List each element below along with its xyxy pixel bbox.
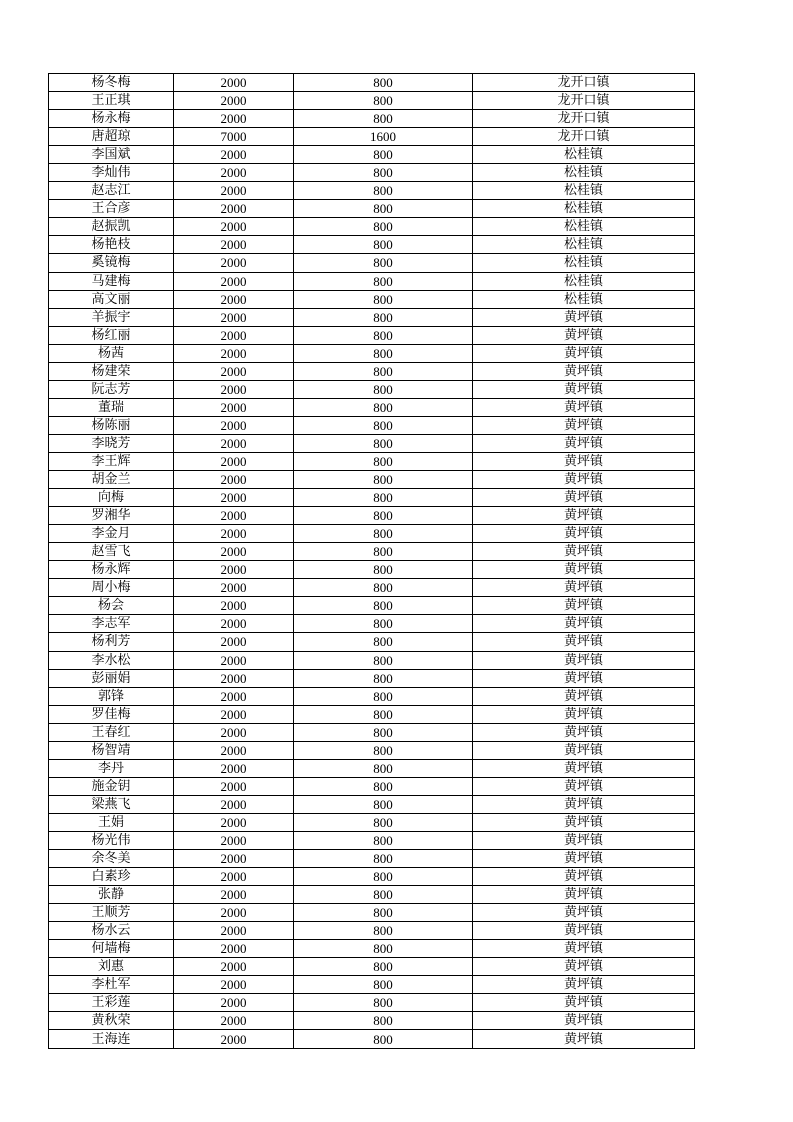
- amount-a-cell: 2000: [174, 669, 294, 687]
- name-cell: 白素珍: [49, 868, 174, 886]
- name-cell: 杨艳枝: [49, 236, 174, 254]
- name-cell: 杨冬梅: [49, 74, 174, 92]
- name-cell: 彭丽娟: [49, 669, 174, 687]
- amount-b-cell: 800: [294, 416, 473, 434]
- amount-a-cell: 2000: [174, 831, 294, 849]
- town-cell: 黄坪镇: [473, 813, 695, 831]
- table-row: [49, 561, 695, 579]
- town-cell: 黄坪镇: [473, 326, 695, 344]
- table-row: [49, 308, 695, 326]
- table-row: [49, 543, 695, 561]
- town-cell: 黄坪镇: [473, 940, 695, 958]
- amount-b-cell: 800: [294, 92, 473, 110]
- town-cell: 松桂镇: [473, 218, 695, 236]
- town-cell: 松桂镇: [473, 182, 695, 200]
- name-cell: 王海连: [49, 1030, 174, 1048]
- town-cell: 黄坪镇: [473, 1030, 695, 1048]
- table-row: [49, 362, 695, 380]
- amount-a-cell: 2000: [174, 1030, 294, 1048]
- name-cell: 李志军: [49, 615, 174, 633]
- amount-b-cell: 800: [294, 110, 473, 128]
- name-cell: 杨光伟: [49, 831, 174, 849]
- town-cell: 黄坪镇: [473, 994, 695, 1012]
- amount-b-cell: 800: [294, 489, 473, 507]
- amount-a-cell: 2000: [174, 868, 294, 886]
- town-cell: 黄坪镇: [473, 398, 695, 416]
- table-row: [49, 615, 695, 633]
- name-cell: 李晓芳: [49, 434, 174, 452]
- amount-b-cell: 800: [294, 669, 473, 687]
- amount-a-cell: 2000: [174, 850, 294, 868]
- amount-b-cell: 800: [294, 452, 473, 470]
- name-cell: 梁燕飞: [49, 795, 174, 813]
- town-cell: 黄坪镇: [473, 434, 695, 452]
- amount-a-cell: 2000: [174, 380, 294, 398]
- table-row: [49, 795, 695, 813]
- town-cell: 黄坪镇: [473, 922, 695, 940]
- amount-b-cell: 800: [294, 326, 473, 344]
- town-cell: 黄坪镇: [473, 633, 695, 651]
- amount-b-cell: 800: [294, 471, 473, 489]
- amount-a-cell: 2000: [174, 741, 294, 759]
- amount-a-cell: 2000: [174, 615, 294, 633]
- amount-a-cell: 2000: [174, 164, 294, 182]
- town-cell: 黄坪镇: [473, 489, 695, 507]
- table-row: [49, 416, 695, 434]
- table-row: [49, 831, 695, 849]
- town-cell: 黄坪镇: [473, 362, 695, 380]
- table-row: [49, 850, 695, 868]
- table-row: [49, 813, 695, 831]
- town-cell: 黄坪镇: [473, 525, 695, 543]
- amount-b-cell: 800: [294, 651, 473, 669]
- table-row: [49, 705, 695, 723]
- amount-a-cell: 2000: [174, 940, 294, 958]
- amount-a-cell: 2000: [174, 146, 294, 164]
- table-row: [49, 994, 695, 1012]
- name-cell: 李杜军: [49, 976, 174, 994]
- amount-b-cell: 800: [294, 380, 473, 398]
- town-cell: 松桂镇: [473, 146, 695, 164]
- amount-a-cell: 2000: [174, 74, 294, 92]
- amount-a-cell: 2000: [174, 254, 294, 272]
- table-row: [49, 236, 695, 254]
- name-cell: 李王辉: [49, 452, 174, 470]
- name-cell: 高文丽: [49, 290, 174, 308]
- amount-b-cell: 800: [294, 308, 473, 326]
- table-row: [49, 74, 695, 92]
- amount-a-cell: 2000: [174, 525, 294, 543]
- amount-a-cell: 2000: [174, 579, 294, 597]
- amount-a-cell: 2000: [174, 398, 294, 416]
- town-cell: 松桂镇: [473, 254, 695, 272]
- amount-b-cell: 800: [294, 561, 473, 579]
- table-row: [49, 651, 695, 669]
- amount-b-cell: 800: [294, 236, 473, 254]
- name-cell: 赵志江: [49, 182, 174, 200]
- name-cell: 杨智靖: [49, 741, 174, 759]
- town-cell: 黄坪镇: [473, 615, 695, 633]
- town-cell: 黄坪镇: [473, 651, 695, 669]
- name-cell: 杨利芳: [49, 633, 174, 651]
- town-cell: 黄坪镇: [473, 958, 695, 976]
- amount-b-cell: 800: [294, 958, 473, 976]
- amount-a-cell: 2000: [174, 182, 294, 200]
- town-cell: 黄坪镇: [473, 561, 695, 579]
- name-cell: 黄秋荣: [49, 1012, 174, 1030]
- table-row: [49, 452, 695, 470]
- name-cell: 刘惠: [49, 958, 174, 976]
- name-cell: 何墙梅: [49, 940, 174, 958]
- amount-b-cell: 800: [294, 1012, 473, 1030]
- town-cell: 黄坪镇: [473, 723, 695, 741]
- town-cell: 黄坪镇: [473, 344, 695, 362]
- town-cell: 松桂镇: [473, 236, 695, 254]
- amount-b-cell: 800: [294, 922, 473, 940]
- amount-b-cell: 800: [294, 994, 473, 1012]
- town-cell: 黄坪镇: [473, 705, 695, 723]
- amount-a-cell: 2000: [174, 272, 294, 290]
- amount-a-cell: 2000: [174, 362, 294, 380]
- amount-a-cell: 2000: [174, 290, 294, 308]
- amount-a-cell: 2000: [174, 471, 294, 489]
- name-cell: 罗湘华: [49, 507, 174, 525]
- amount-a-cell: 2000: [174, 416, 294, 434]
- table-row: [49, 525, 695, 543]
- amount-a-cell: 2000: [174, 813, 294, 831]
- amount-b-cell: 800: [294, 579, 473, 597]
- name-cell: 李水松: [49, 651, 174, 669]
- amount-a-cell: 2000: [174, 958, 294, 976]
- name-cell: 郭锋: [49, 687, 174, 705]
- amount-a-cell: 2000: [174, 922, 294, 940]
- amount-b-cell: 800: [294, 976, 473, 994]
- amount-a-cell: 2000: [174, 705, 294, 723]
- amount-b-cell: 800: [294, 940, 473, 958]
- amount-b-cell: 800: [294, 831, 473, 849]
- table-row: [49, 1012, 695, 1030]
- amount-a-cell: 2000: [174, 110, 294, 128]
- town-cell: 黄坪镇: [473, 452, 695, 470]
- amount-b-cell: 800: [294, 633, 473, 651]
- amount-a-cell: 2000: [174, 507, 294, 525]
- town-cell: 黄坪镇: [473, 868, 695, 886]
- amount-b-cell: 800: [294, 398, 473, 416]
- name-cell: 赵振凯: [49, 218, 174, 236]
- amount-a-cell: 2000: [174, 795, 294, 813]
- table-row: [49, 182, 695, 200]
- name-cell: 唐超琼: [49, 128, 174, 146]
- amount-b-cell: 1600: [294, 128, 473, 146]
- table-row: [49, 326, 695, 344]
- table-row: [49, 759, 695, 777]
- amount-a-cell: 2000: [174, 326, 294, 344]
- table-row: [49, 958, 695, 976]
- amount-b-cell: 800: [294, 777, 473, 795]
- amount-b-cell: 800: [294, 741, 473, 759]
- name-cell: 胡金兰: [49, 471, 174, 489]
- amount-b-cell: 800: [294, 868, 473, 886]
- table-row: [49, 110, 695, 128]
- amount-a-cell: 2000: [174, 434, 294, 452]
- amount-a-cell: 2000: [174, 1012, 294, 1030]
- name-cell: 王顺芳: [49, 904, 174, 922]
- amount-b-cell: 800: [294, 904, 473, 922]
- town-cell: 黄坪镇: [473, 308, 695, 326]
- amount-a-cell: 2000: [174, 597, 294, 615]
- amount-a-cell: 2000: [174, 561, 294, 579]
- amount-b-cell: 800: [294, 507, 473, 525]
- table-row: [49, 904, 695, 922]
- name-cell: 董瑞: [49, 398, 174, 416]
- amount-a-cell: 2000: [174, 777, 294, 795]
- amount-b-cell: 800: [294, 362, 473, 380]
- town-cell: 黄坪镇: [473, 741, 695, 759]
- table-row: [49, 164, 695, 182]
- town-cell: 黄坪镇: [473, 904, 695, 922]
- name-cell: 杨水云: [49, 922, 174, 940]
- table-row: [49, 886, 695, 904]
- town-cell: 黄坪镇: [473, 507, 695, 525]
- name-cell: 杨永辉: [49, 561, 174, 579]
- amount-b-cell: 800: [294, 687, 473, 705]
- amount-b-cell: 800: [294, 146, 473, 164]
- town-cell: 黄坪镇: [473, 1012, 695, 1030]
- name-cell: 王娟: [49, 813, 174, 831]
- amount-a-cell: 7000: [174, 128, 294, 146]
- name-cell: 奚镜梅: [49, 254, 174, 272]
- table-row: [49, 633, 695, 651]
- town-cell: 黄坪镇: [473, 795, 695, 813]
- name-cell: 阮志芳: [49, 380, 174, 398]
- table-row: [49, 254, 695, 272]
- town-cell: 龙开口镇: [473, 74, 695, 92]
- amount-a-cell: 2000: [174, 994, 294, 1012]
- amount-b-cell: 800: [294, 74, 473, 92]
- table-row: [49, 128, 695, 146]
- name-cell: 王春红: [49, 723, 174, 741]
- table-row: [49, 868, 695, 886]
- table-row: [49, 940, 695, 958]
- town-cell: 黄坪镇: [473, 579, 695, 597]
- amount-b-cell: 800: [294, 182, 473, 200]
- amount-b-cell: 800: [294, 290, 473, 308]
- amount-a-cell: 2000: [174, 633, 294, 651]
- name-cell: 余冬美: [49, 850, 174, 868]
- amount-a-cell: 2000: [174, 92, 294, 110]
- name-cell: 罗佳梅: [49, 705, 174, 723]
- town-cell: 松桂镇: [473, 164, 695, 182]
- name-cell: 杨建荣: [49, 362, 174, 380]
- amount-b-cell: 800: [294, 795, 473, 813]
- table-row: [49, 344, 695, 362]
- town-cell: 黄坪镇: [473, 597, 695, 615]
- town-cell: 松桂镇: [473, 272, 695, 290]
- amount-b-cell: 800: [294, 850, 473, 868]
- town-cell: 黄坪镇: [473, 759, 695, 777]
- town-cell: 黄坪镇: [473, 380, 695, 398]
- amount-a-cell: 2000: [174, 759, 294, 777]
- table-row: [49, 92, 695, 110]
- amount-a-cell: 2000: [174, 218, 294, 236]
- amount-b-cell: 800: [294, 254, 473, 272]
- table-row: [49, 669, 695, 687]
- town-cell: 松桂镇: [473, 290, 695, 308]
- amount-a-cell: 2000: [174, 200, 294, 218]
- amount-b-cell: 800: [294, 723, 473, 741]
- name-cell: 王正琪: [49, 92, 174, 110]
- name-cell: 周小梅: [49, 579, 174, 597]
- town-cell: 黄坪镇: [473, 543, 695, 561]
- amount-a-cell: 2000: [174, 344, 294, 362]
- name-cell: 赵雪飞: [49, 543, 174, 561]
- town-cell: 龙开口镇: [473, 110, 695, 128]
- amount-b-cell: 800: [294, 543, 473, 561]
- name-cell: 王彩莲: [49, 994, 174, 1012]
- amount-b-cell: 800: [294, 813, 473, 831]
- table-row: [49, 489, 695, 507]
- amount-b-cell: 800: [294, 886, 473, 904]
- name-cell: 杨红丽: [49, 326, 174, 344]
- name-cell: 李丹: [49, 759, 174, 777]
- table-row: [49, 434, 695, 452]
- amount-b-cell: 800: [294, 434, 473, 452]
- table-row: [49, 200, 695, 218]
- table-row: [49, 597, 695, 615]
- amount-b-cell: 800: [294, 1030, 473, 1048]
- town-cell: 黄坪镇: [473, 850, 695, 868]
- name-cell: 李金月: [49, 525, 174, 543]
- table-row: [49, 723, 695, 741]
- town-cell: 龙开口镇: [473, 92, 695, 110]
- table-row: [49, 507, 695, 525]
- name-cell: 杨茜: [49, 344, 174, 362]
- town-cell: 黄坪镇: [473, 669, 695, 687]
- name-cell: 杨永梅: [49, 110, 174, 128]
- amount-b-cell: 800: [294, 344, 473, 362]
- name-cell: 羊振宇: [49, 308, 174, 326]
- name-cell: 李国斌: [49, 146, 174, 164]
- name-cell: 施金钥: [49, 777, 174, 795]
- table-row: [49, 687, 695, 705]
- name-cell: 张静: [49, 886, 174, 904]
- table-row: [49, 579, 695, 597]
- table-row: [49, 380, 695, 398]
- table-row: [49, 272, 695, 290]
- amount-b-cell: 800: [294, 200, 473, 218]
- amount-b-cell: 800: [294, 164, 473, 182]
- amount-a-cell: 2000: [174, 452, 294, 470]
- amount-b-cell: 800: [294, 597, 473, 615]
- amount-b-cell: 800: [294, 218, 473, 236]
- amount-b-cell: 800: [294, 525, 473, 543]
- amount-a-cell: 2000: [174, 687, 294, 705]
- table-row: [49, 290, 695, 308]
- town-cell: 黄坪镇: [473, 886, 695, 904]
- amount-a-cell: 2000: [174, 236, 294, 254]
- town-cell: 黄坪镇: [473, 416, 695, 434]
- amount-a-cell: 2000: [174, 543, 294, 561]
- amount-b-cell: 800: [294, 615, 473, 633]
- amount-b-cell: 800: [294, 272, 473, 290]
- town-cell: 黄坪镇: [473, 976, 695, 994]
- name-cell: 杨陈丽: [49, 416, 174, 434]
- amount-a-cell: 2000: [174, 904, 294, 922]
- table-row: [49, 922, 695, 940]
- name-cell: 马建梅: [49, 272, 174, 290]
- amount-b-cell: 800: [294, 705, 473, 723]
- amount-a-cell: 2000: [174, 886, 294, 904]
- table-row: [49, 976, 695, 994]
- town-cell: 龙开口镇: [473, 128, 695, 146]
- amount-a-cell: 2000: [174, 723, 294, 741]
- town-cell: 黄坪镇: [473, 687, 695, 705]
- town-cell: 黄坪镇: [473, 831, 695, 849]
- amount-b-cell: 800: [294, 759, 473, 777]
- town-cell: 松桂镇: [473, 200, 695, 218]
- table-row: [49, 777, 695, 795]
- name-cell: 王合彦: [49, 200, 174, 218]
- town-cell: 黄坪镇: [473, 777, 695, 795]
- table-row: [49, 398, 695, 416]
- table-row: [49, 146, 695, 164]
- town-cell: 黄坪镇: [473, 471, 695, 489]
- table-row: [49, 1030, 695, 1048]
- name-cell: 李灿伟: [49, 164, 174, 182]
- amount-a-cell: 2000: [174, 308, 294, 326]
- table-body: [49, 74, 695, 1049]
- amount-a-cell: 2000: [174, 651, 294, 669]
- amount-a-cell: 2000: [174, 489, 294, 507]
- amount-a-cell: 2000: [174, 976, 294, 994]
- name-cell: 向梅: [49, 489, 174, 507]
- name-cell: 杨会: [49, 597, 174, 615]
- table-row: [49, 218, 695, 236]
- table-row: [49, 471, 695, 489]
- table-row: [49, 741, 695, 759]
- data-table: [48, 73, 695, 1049]
